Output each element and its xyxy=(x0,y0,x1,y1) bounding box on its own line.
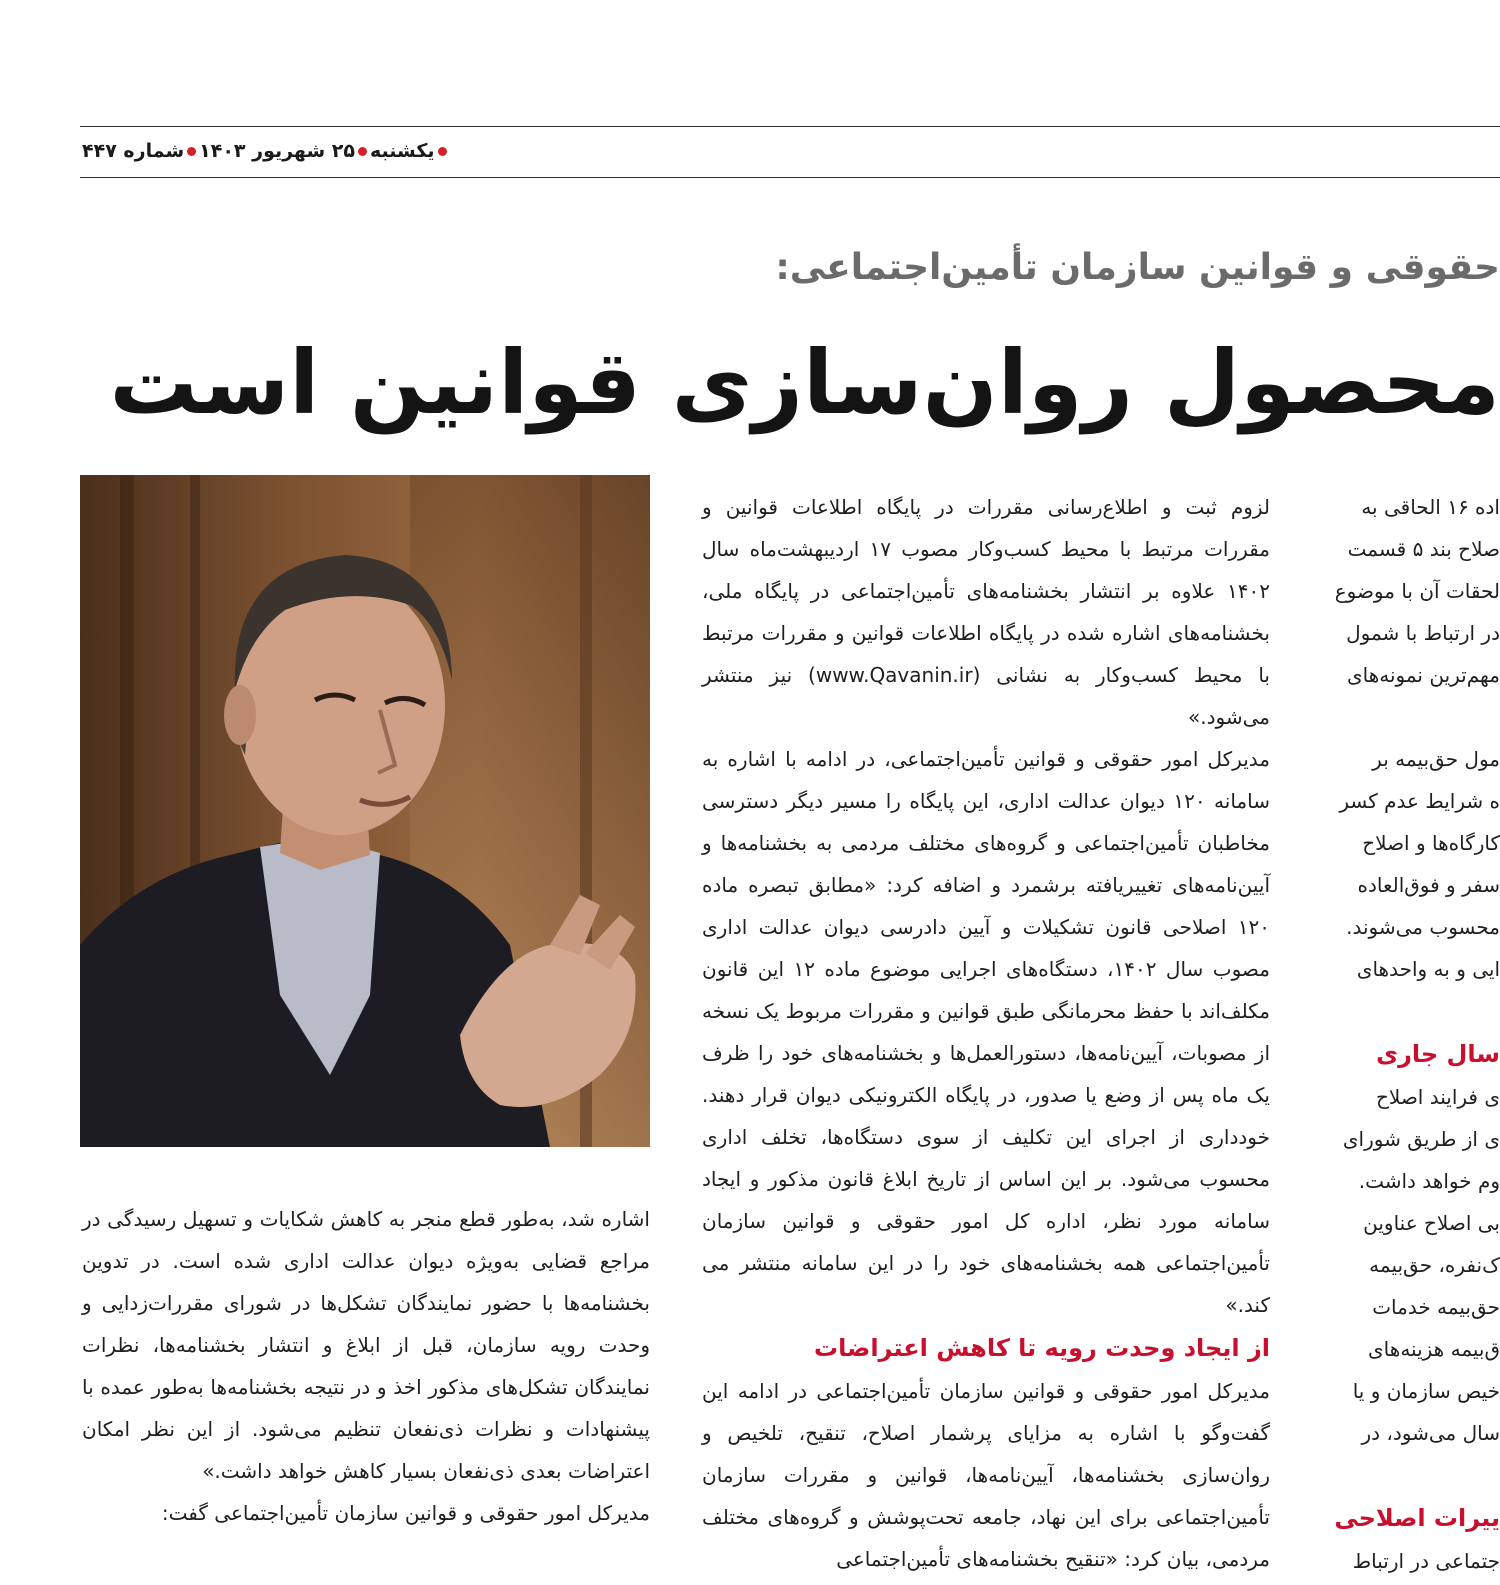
text-line: اده ۱۶ الحاقی به xyxy=(1361,495,1500,519)
kicker: حقوقی و قوانین سازمان تأمین‌اجتماعی: xyxy=(775,247,1500,288)
paragraph: مدیرکل امور حقوقی و قوانین سازمان تأمین‌اجتماعی گفت: xyxy=(161,1501,650,1525)
bullet-icon xyxy=(187,147,196,156)
paragraph: مدیرکل امور حقوقی و قوانین تأمین‌اجتماعی، در ادامه با اشاره به سامانه ۱۲۰ دیوان عدالت اداری، این پایگاه را مسیر دیگر دسترسی مخاطبان تأمین‌اجتماعی و گروه‌های مختلف مردمی به بخشنامه‌ها و آیین‌نامه‌های تغییریافته برشمرد و اضافه کرد: «مطابق تبصره ماده ۱۲۰ اصلاحی قانون تشکیلات و آیین دادرسی دیوان عدالت اداری مصوب سال ۱۴۰۲، دستگاه‌های اجرایی موضوع ماده ۱۲ این قانون مکلف‌اند با حفظ محرمانگی طبق قوانین و مقررات مربوط یک نسخه از مصوبات، آیین‌نامه‌ها، دستورالعمل‌ها و بخشنامه‌های خود را ظرف یک ماه پس از وضع یا صدور، در پایگاه الکترونیکی دیوان قرار دهند. خودداری از اجرای این تکلیف از سوی دستگاه‌ها، تخلف اداری محسوب می‌شود. بر این اساس از تاریخ ابلاغ قانون مذکور و ایجاد سامانه مورد نظر، اداره کل امور حقوقی و قوانین سازمان تأمین‌اجتماعی همه بخشنامه‌های خود را در این سامانه منتشر می کند.» xyxy=(702,747,1270,1317)
subheading: سال جاری xyxy=(1376,1040,1500,1068)
text-line: بی اصلاح عناوین xyxy=(1363,1211,1500,1235)
text-line: ایی و به واحدهای xyxy=(1356,957,1500,981)
text-line: ک‌نفره، حق‌بیمه xyxy=(1369,1253,1500,1277)
text-line: ق‌بیمه هزینه‌های xyxy=(1368,1337,1500,1361)
text-line: سفر و فوق‌العاده xyxy=(1357,873,1500,897)
bullet-icon xyxy=(358,147,367,156)
text-line: حق‌بیمه خدمات xyxy=(1372,1295,1500,1319)
text-line: لحقات آن با موضوع xyxy=(1334,579,1500,603)
subheading: ییرات اصلاحی xyxy=(1334,1504,1500,1532)
text-line: ی فرایند اصلاح xyxy=(1375,1085,1500,1109)
text-line: سال می‌شود، در xyxy=(1361,1421,1500,1445)
text-line: جتماعی در ارتباط xyxy=(1352,1549,1500,1573)
article-column-left xyxy=(82,1198,650,1585)
issue-number: شماره ۴۴۷ xyxy=(82,140,185,162)
top-rule xyxy=(80,126,1500,127)
weekday: یکشنبه xyxy=(369,140,435,162)
bullet-icon xyxy=(438,147,447,156)
article-column-right xyxy=(1320,486,1500,1585)
text-line: کارگاه‌ها و اصلاح xyxy=(1362,831,1500,855)
text-line: محسوب می‌شوند. xyxy=(1346,915,1500,939)
portrait-illustration xyxy=(80,475,650,1147)
headline: محصول روان‌سازی قوانین است xyxy=(109,331,1500,434)
text-line: مول حق‌بیمه بر xyxy=(1372,747,1500,771)
text-line: در ارتباط با شمول xyxy=(1346,621,1500,645)
paragraph: اشاره شد، به‌طور قطع منجر به کاهش شکایات و تسهیل رسیدگی در مراجع قضایی به‌ویژه دیوان عدالت اداری شده است. در تدوین بخشنامه‌ها با حضور نمایندگان تشکل‌ها در شورای مقررات‌زدایی و وحدت رویه سازمان، قبل از ابلاغ و انتشار بخشنامه‌ها، نظرات نمایندگان تشکل‌های مذکور اخذ و در نتیجه بخشنامه‌ها به‌طور عمده با پیشنهادات و نظرات ذی‌نفعان تنظیم می‌شود. از این نظر امکان اعتراضات بعدی ذی‌نفعان بسیار کاهش خواهد داشت.» xyxy=(82,1207,650,1483)
text-line: ه شرایط عدم کسر xyxy=(1339,789,1500,813)
paragraph: لزوم ثبت و اطلاع‌رسانی مقررات در پایگاه اطلاعات قوانین و مقررات مرتبط با محیط کسب‌وکار مصوب ۱۷ اردیبهشت‌ماه سال ۱۴۰۲ علاوه بر انتشار بخشنامه‌های تأمین‌اجتماعی در پایگاه ملی، بخشنامه‌های اشاره شده در پایگاه اطلاعات قوانین و مقررات مرتبط با محیط کسب‌وکار به نشانی (www.Qavanin.ir) نیز منتشر می‌شود.» xyxy=(702,495,1270,729)
article-column-middle xyxy=(702,486,1270,1585)
text-line: خیص سازمان و یا xyxy=(1352,1379,1500,1403)
date: ۲۵ شهریور ۱۴۰۳ xyxy=(199,140,355,162)
dateline xyxy=(82,136,462,166)
subheading: از ایجاد وحدت رویه تا کاهش اعتراضات xyxy=(814,1334,1270,1362)
text-line: مهم‌ترین نمونه‌های xyxy=(1346,663,1500,687)
portrait-photo xyxy=(80,475,650,1147)
text-line: صلاح بند ۵ قسمت xyxy=(1347,537,1500,561)
paragraph: مدیرکل امور حقوقی و قوانین سازمان تأمین‌اجتماعی در ادامه این گفت‌وگو با اشاره به مزایای پرشمار اصلاح، تنقیح، تلخیص و روان‌سازی بخشنامه‌ها، آیین‌نامه‌ها، قوانین و مقررات سازمان تأمین‌اجتماعی برای این نهاد، جامعه تحت‌پوشش و گروه‌های مختلف مردمی، بیان کرد: «تنقیح بخشنامه‌های تأمین‌اجتماعی xyxy=(702,1379,1270,1571)
text-line: ی از طریق شورای xyxy=(1342,1127,1500,1151)
bottom-rule xyxy=(80,177,1500,178)
text-line: وم خواهد داشت. xyxy=(1358,1169,1500,1193)
